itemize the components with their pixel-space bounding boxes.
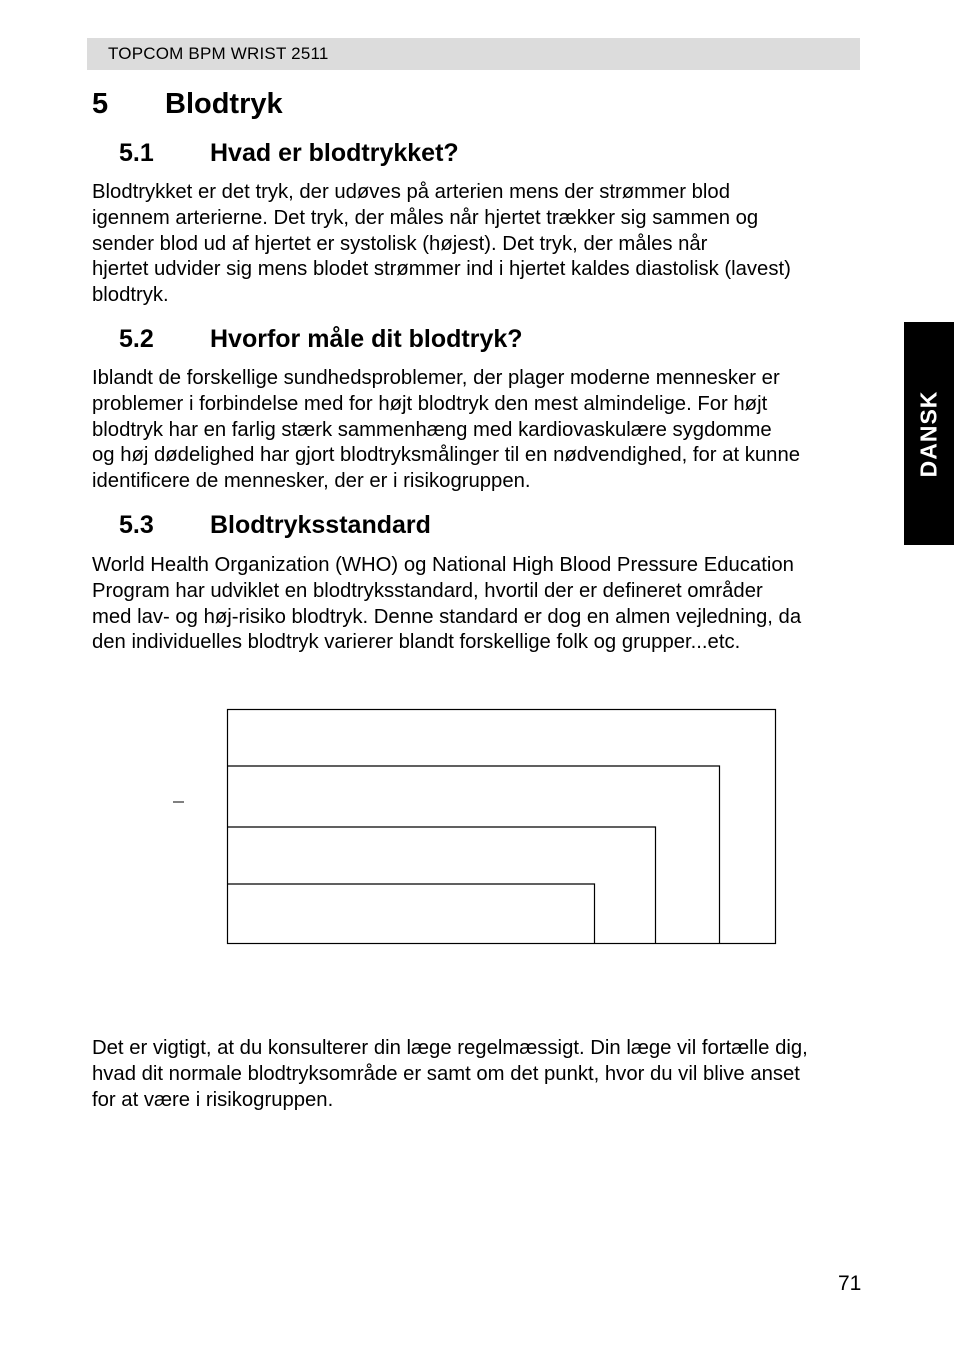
- section-heading: [92, 88, 283, 121]
- zone-box-2: [228, 766, 720, 943]
- paragraph-line: Iblandt de forskellige sundhedsproblemer, der plager moderne mennesker er: [92, 367, 780, 389]
- header-title: TOPCOM BPM WRIST 2511: [108, 44, 329, 63]
- subsection-title: Blodtryksstandard: [210, 511, 431, 539]
- page-number: 71: [838, 1272, 862, 1295]
- paragraph-line: sender blod ud af hjertet er systolisk (højest). Det tryk, der måles når: [92, 232, 708, 255]
- header-bar: [87, 38, 860, 70]
- paragraph-line: Program har udviklet en blodtryksstandard, hvortil der er defineret områder: [92, 579, 763, 602]
- subsection-heading-5-2: [119, 325, 523, 354]
- paragraph-line: og høj dødelighed har gjort blodtryksmålinger til en nødvendighed, for at kunne: [92, 444, 801, 467]
- subsection-heading-5-1: [119, 139, 459, 168]
- language-tab-label: DANSK: [915, 390, 942, 477]
- paragraph-line: blodtryk.: [92, 284, 169, 307]
- paragraph-line: identificere de mennesker, der er i risikogruppen.: [92, 470, 531, 493]
- paragraph-5-3: [92, 553, 867, 656]
- paragraph-line: for at være i risikogruppen.: [92, 1088, 334, 1111]
- subsection-number: 5.2: [119, 325, 154, 353]
- zone-outer-box: [228, 710, 776, 944]
- subsection-number: 5.3: [119, 511, 154, 539]
- subsection-title: Hvorfor måle dit blodtryk?: [210, 325, 523, 353]
- section-title: Blodtryk: [165, 88, 283, 120]
- paragraph-5-2: [92, 366, 867, 495]
- subsection-number: 5.1: [119, 139, 154, 167]
- paragraph-line: den individuelles blodtryk varierer blandt forskellige folk og grupper...etc.: [92, 631, 741, 654]
- paragraph-line: Det er vigtigt, at du konsulterer din læge regelmæssigt. Din læge vil fortælle dig,: [92, 1037, 808, 1059]
- subsection-heading-5-3: [119, 511, 431, 540]
- paragraph-line: igennem arterierne. Det tryk, der måles når hjertet trækker sig sammen og: [92, 206, 759, 229]
- paragraph-5-1: [92, 180, 867, 309]
- section-number: 5: [92, 88, 109, 120]
- paragraph-line: blodtryk har en farlig stærk sammenhæng med kardiovaskulære sygdomme: [92, 418, 772, 441]
- paragraph-line: problemer i forbindelse med for højt blodtryk den mest almindelige. For højt: [92, 392, 768, 415]
- zone-box-3: [228, 827, 656, 943]
- paragraph-line: med lav- og høj-risiko blodtryk. Denne standard er dog en almen vejledning, da: [92, 605, 802, 628]
- zone-box-4: [228, 884, 595, 943]
- paragraph-line: World Health Organization (WHO) og National High Blood Pressure Education: [92, 554, 794, 576]
- closing-paragraph: [92, 1036, 867, 1113]
- paragraph-line: Blodtrykket er det tryk, der udøves på arterien mens der strømmer blod: [92, 181, 730, 203]
- language-tab: [904, 322, 954, 545]
- paragraph-line: hjertet udvider sig mens blodet strømmer ind i hjertet kaldes diastolisk (lavest): [92, 258, 791, 281]
- paragraph-line: hvad dit normale blodtryksområde er samt om det punkt, hvor du vil blive anset: [92, 1062, 800, 1085]
- subsection-title: Hvad er blodtrykket?: [210, 139, 459, 167]
